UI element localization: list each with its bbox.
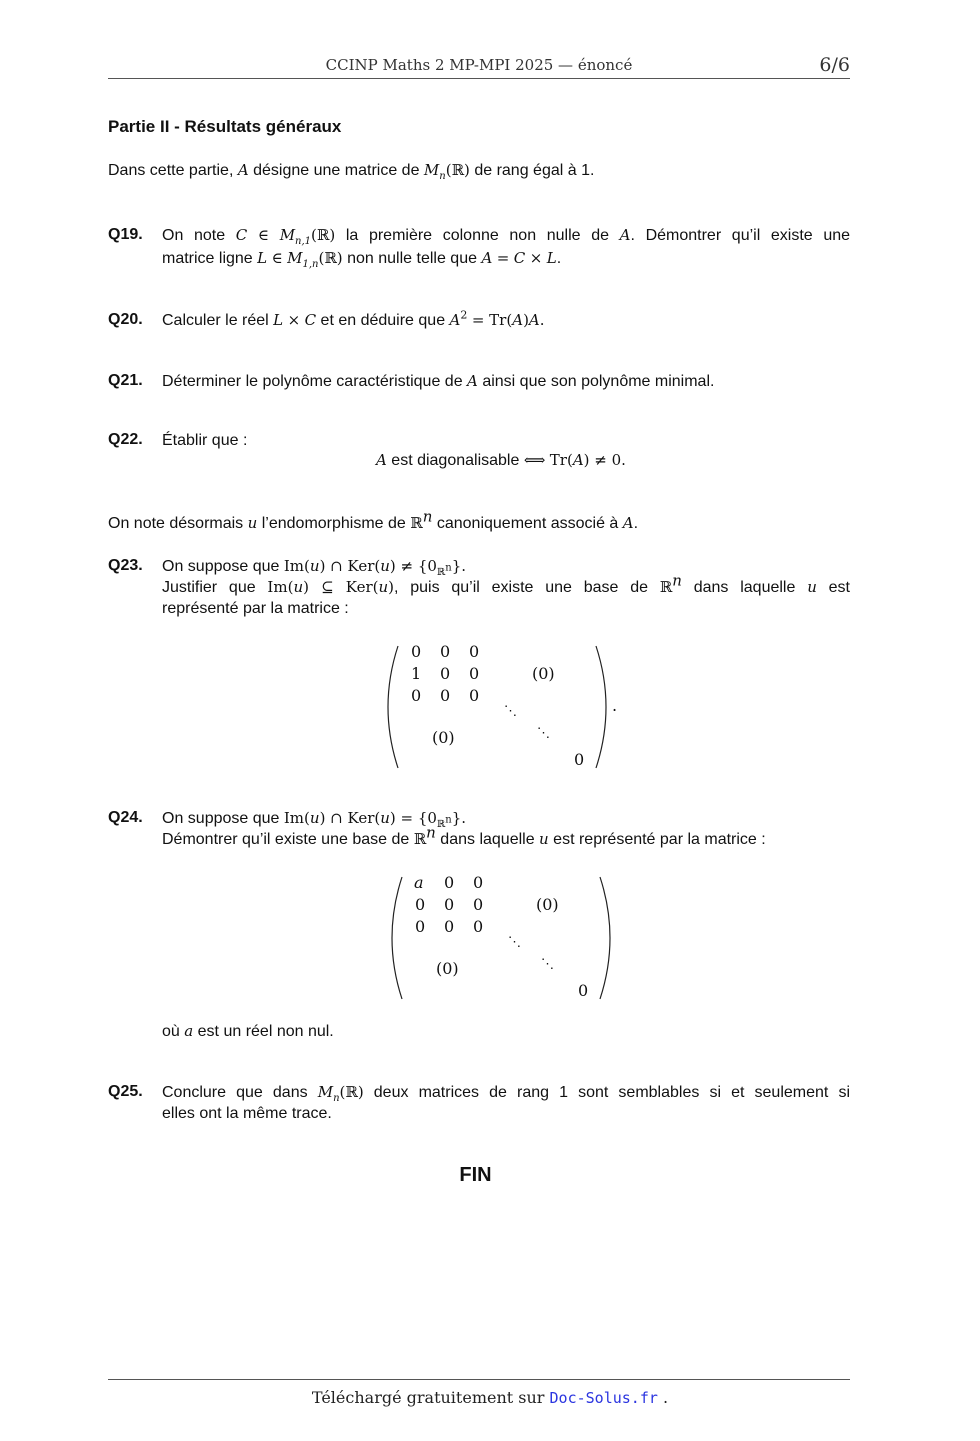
q22-equivalence: A est diagonalisable ⟺ Tr(A) ≠ 0. bbox=[376, 451, 626, 469]
matrix-q23: 0 0 0 1 0 0 (0) 0 0 0 ⋱ (0) ⋱ 0 . bbox=[384, 642, 624, 772]
note-paragraph: On note désormais u l’endomorphisme de ℝ$^n$ canoniquement associé à A. bbox=[108, 507, 639, 532]
q21-body: Déterminer le polynôme caractéristique de A ainsi que son polynôme minimal. bbox=[162, 372, 715, 390]
section-title: Partie II - Résultats généraux bbox=[108, 117, 342, 136]
q19-body: On note C ∈ $M_{n,1}(ℝ)$ la première colonne non nulle de A. Démontrer qu’il existe une matrice ligne L ∈ $M_{1,n}(ℝ)$ non nulle telle que A = C × L. bbox=[162, 226, 851, 270]
intro-paragraph: Dans cette partie, A désigne une matrice de $M_n(ℝ)$ de rang égal à 1. bbox=[108, 161, 595, 182]
q22-body: Établir que : bbox=[162, 432, 248, 449]
q22-label: Q22. bbox=[108, 431, 143, 448]
q20-label: Q20. bbox=[108, 311, 143, 328]
page-number: 6/6 bbox=[819, 54, 850, 76]
q25-body: Conclure que dans $M_n(ℝ)$ deux matrices de rang 1 sont semblables si et seulement si elles ont la même trace. bbox=[162, 1083, 850, 1122]
page-header bbox=[108, 54, 850, 79]
footer-rule bbox=[108, 1379, 850, 1380]
q21-label: Q21. bbox=[108, 372, 143, 389]
header-title: CCINP Maths 2 MP-MPI 2025 — énoncé bbox=[325, 56, 633, 74]
q23-label: Q23. bbox=[108, 557, 143, 574]
end-marker: FIN bbox=[459, 1164, 492, 1186]
page-footer: Téléchargé gratuitement sur Doc-Solus.fr . bbox=[311, 1388, 669, 1407]
q25-label: Q25. bbox=[108, 1083, 143, 1100]
q23-body: On suppose que Im(u) ∩ $Ker(u) \ne \{0_{ℝ^n}\}$. Justifier que Im(u) ⊆ Ker(u), puis qu’il existe une base de ℝ$^n$ dans laquelle u est représenté par la matrice : bbox=[162, 557, 850, 617]
q20-body: Calculer le réel L × C et en déduire que $A^2 = Tr(A)A$. bbox=[162, 308, 545, 329]
matrix-q24: a 0 0 0 0 0 (0) 0 0 0 ⋱ (0) ⋱ 0 bbox=[388, 873, 618, 1003]
q24-note: où a est un réel non nul. bbox=[162, 1022, 334, 1040]
doc-solus-link[interactable]: Doc-Solus.fr bbox=[549, 1389, 658, 1407]
q24-body: On suppose que Im(u) ∩ $Ker(u) = \{0_{ℝ^n}\}$. Démontrer qu’il existe une base de ℝ$^n$ dans laquelle u est représenté par la matrice : bbox=[162, 809, 766, 848]
q24-label: Q24. bbox=[108, 809, 143, 826]
q19-label: Q19. bbox=[108, 226, 143, 243]
